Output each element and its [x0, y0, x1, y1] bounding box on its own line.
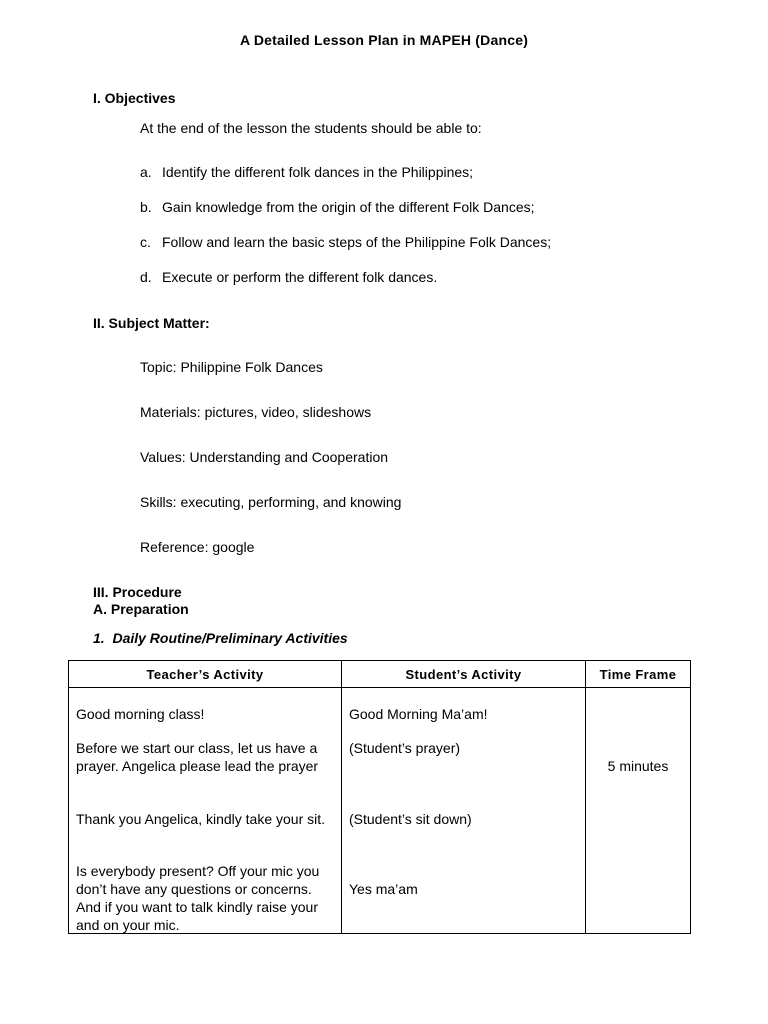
table-row	[69, 688, 691, 934]
objective-item	[140, 234, 551, 250]
subject-matter-line: Topic: Philippine Folk Dances	[140, 359, 323, 375]
objective-item	[140, 199, 535, 215]
student-line: (Student’s sit down)	[349, 811, 472, 827]
preparation-subheading: A. Preparation	[93, 601, 189, 617]
activity-table	[68, 660, 691, 934]
student-line: Good Morning Ma’am!	[349, 706, 488, 722]
section-heading: 1. Daily Routine/Preliminary Activities	[93, 630, 348, 646]
objective-item	[140, 269, 437, 285]
subject-matter-heading: II. Subject Matter:	[93, 315, 210, 331]
column-header-student: Student’s Activity	[342, 661, 586, 688]
procedure-heading: III. Procedure	[93, 584, 182, 600]
objective-item	[140, 164, 473, 180]
objectives-heading: I. Objectives	[93, 90, 176, 106]
objective-letter: c.	[140, 234, 151, 250]
objective-letter: a.	[140, 164, 152, 180]
objective-text: Follow and learn the basic steps of the Philippine Folk Dances;	[162, 234, 552, 250]
teacher-line: Is everybody present? Off your mic you don’t have any questions or concerns. And if you want to talk kindly raise your and on your mic.	[76, 863, 320, 933]
subject-matter-line: Reference: google	[140, 539, 255, 555]
time-frame-cell	[586, 688, 691, 934]
table-header-row	[69, 661, 691, 688]
objective-letter: d.	[140, 269, 152, 285]
subject-matter-line: Skills: executing, performing, and knowing	[140, 494, 402, 510]
teacher-line: Before we start our class, let us have a prayer. Angelica please lead the prayer	[76, 740, 319, 774]
student-line: Yes ma’am	[349, 881, 418, 897]
objective-text: Identify the different folk dances in the Philippines;	[162, 164, 474, 180]
student-activity-cell	[342, 688, 586, 934]
teacher-activity-cell	[69, 688, 342, 934]
subject-matter-line: Values: Understanding and Cooperation	[140, 449, 389, 465]
teacher-line: Thank you Angelica, kindly take your sit.	[76, 811, 326, 827]
objective-text: Execute or perform the different folk dances.	[162, 269, 438, 285]
column-header-teacher: Teacher’s Activity	[69, 661, 342, 688]
objective-letter: b.	[140, 199, 152, 215]
objective-text: Gain knowledge from the origin of the different Folk Dances;	[162, 199, 535, 215]
column-header-time: Time Frame	[586, 661, 691, 688]
objectives-intro: At the end of the lesson the students should be able to:	[140, 120, 482, 136]
student-line: (Student’s prayer)	[349, 740, 461, 756]
time-frame-value: 5 minutes	[607, 758, 669, 774]
subject-matter-line: Materials: pictures, video, slideshows	[140, 404, 372, 420]
teacher-line: Good morning class!	[76, 706, 205, 722]
document-title: A Detailed Lesson Plan in MAPEH (Dance)	[239, 32, 529, 48]
